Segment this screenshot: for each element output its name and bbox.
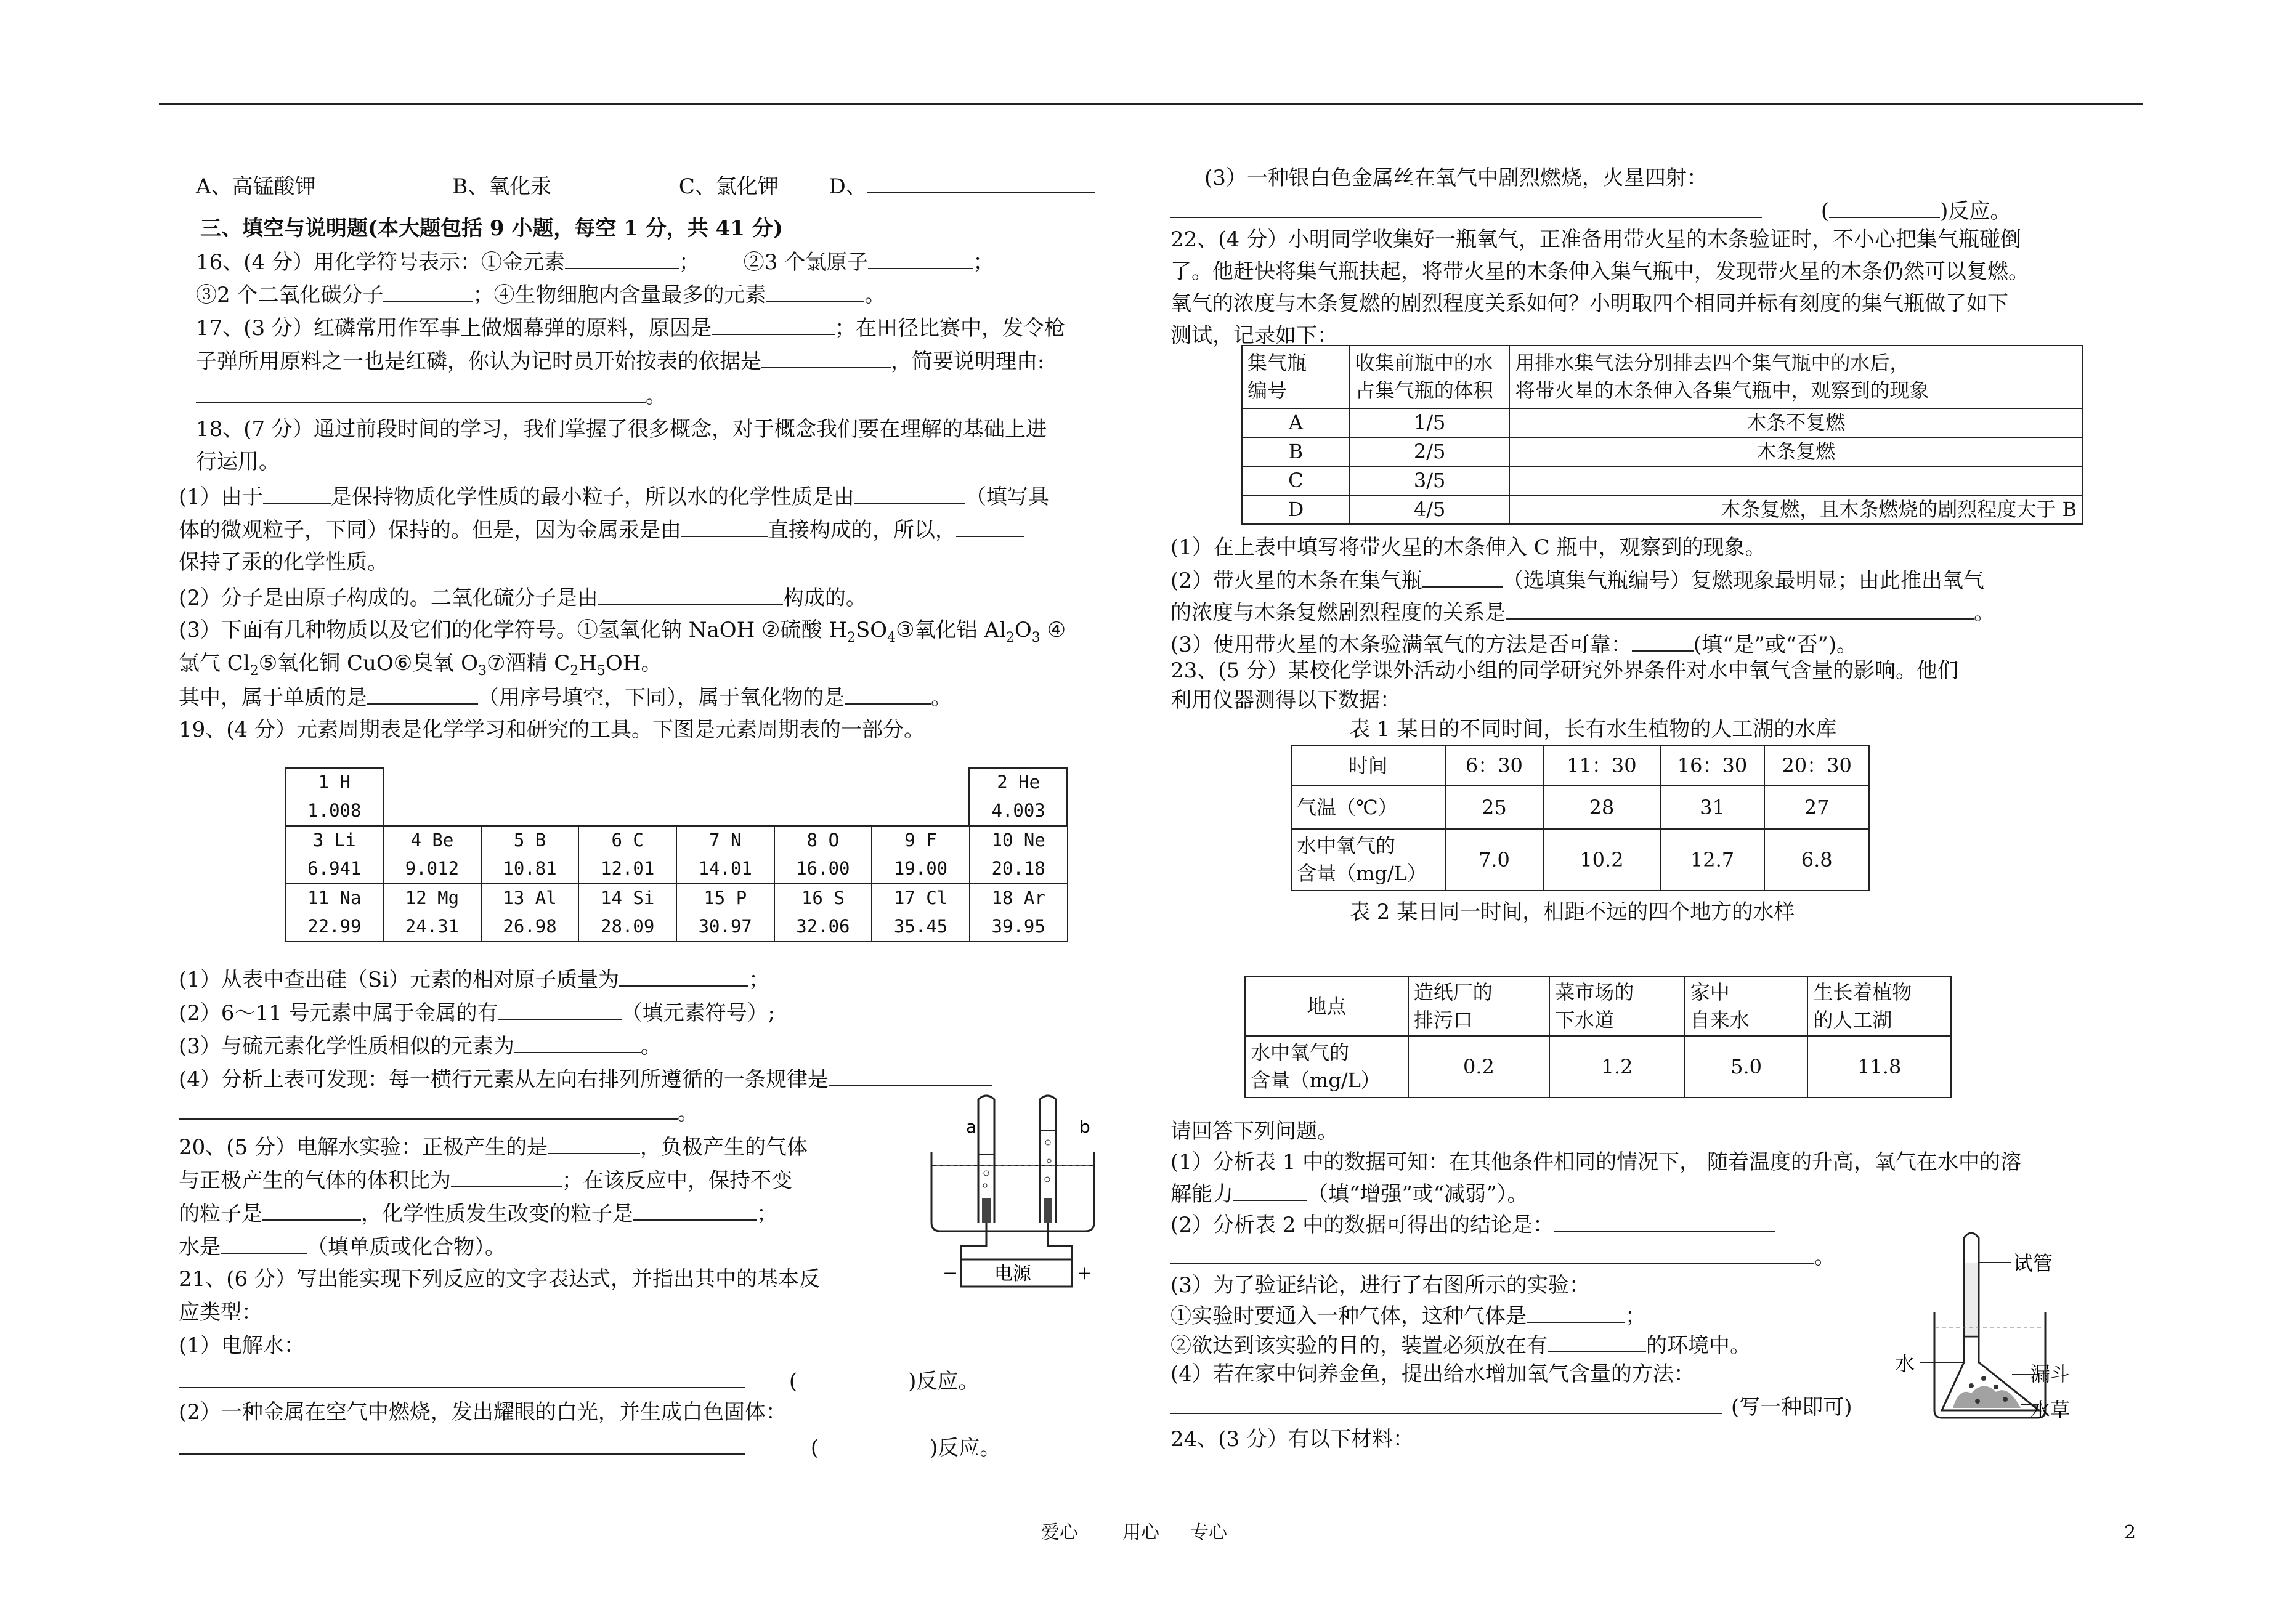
period3-masses <box>286 913 1068 942</box>
q22-line3: 氧气的浓度与木条复燃的剧烈程度关系如何？小明取四个相同并标有刻度的集气瓶做了如下 <box>1170 291 2008 316</box>
q18-line1: 18、(7 分）通过前段时间的学习，我们掌握了很多概念，对于概念我们要在理解的基础上进 <box>196 417 1047 442</box>
blank[interactable] <box>766 282 864 302</box>
section3-title: 三、填空与说明题(本大题包括 9 小题，每空 1 分，共 41 分) <box>200 216 783 241</box>
plus-sign: + <box>1077 1263 1093 1284</box>
power-label: 电源 <box>994 1263 1031 1285</box>
q22-line4: 测试，记录如下： <box>1170 323 1338 348</box>
q21-p2: (2）一种金属在空气中燃烧，发出耀眼的白光，并生成白色固体： <box>179 1400 787 1425</box>
blank[interactable] <box>179 1100 678 1120</box>
element-symbol: 3 Li <box>286 826 384 855</box>
header-rule <box>159 103 2143 105</box>
q22-p4: (3）使用带火星的木条验满氧气的方法是否可靠： (填“是”或“否”)。 <box>1170 633 1857 657</box>
blank[interactable] <box>868 249 973 269</box>
blank[interactable] <box>367 685 478 705</box>
q23-p3: (3）为了验证结论，进行了右图所示的实验： <box>1170 1273 1590 1298</box>
blank[interactable] <box>761 349 891 368</box>
label-funnel: 漏斗 <box>2030 1362 2071 1386</box>
q23-p1: (1）分析表 1 中的数据可知：在其他条件相同的情况下， 随着温度的升高，氧气在水中的溶 <box>1170 1150 2021 1174</box>
element-symbol: 7 N <box>676 826 774 855</box>
footer-motto-2: 用心 <box>1122 1522 1159 1543</box>
element-mass: 14.01 <box>676 855 774 884</box>
table1-lake-time: 时间 6：30 11：30 16：30 20：30 气温（℃） 25 28 31 27 水中氧气的 含量（mg/L） 7.0 10.2 12.7 6.8 <box>1291 745 1870 891</box>
element-mass: 26.98 <box>481 913 579 942</box>
element-mass: 20.18 <box>970 855 1068 884</box>
blank[interactable] <box>819 1436 930 1455</box>
q20-line2: 与正极产生的气体的体积比为 ；在该反应中，保持不变 <box>179 1168 792 1193</box>
q19-p3: (3）与硫元素化学性质相似的元素为 。 <box>179 1034 662 1059</box>
table-row: D 4/5 木条复燃，且木条燃烧的剧烈程度大于 B <box>1242 495 2082 524</box>
q20-line3: 的粒子是 ，化学性质发生改变的粒子是 ； <box>179 1202 777 1226</box>
element-mass: 35.45 <box>872 913 970 942</box>
blank[interactable] <box>854 484 965 504</box>
blank[interactable] <box>383 282 473 302</box>
aquatic-plant-apparatus-figure <box>1891 1226 2071 1429</box>
element-mass: 22.99 <box>286 913 384 942</box>
element-symbol: 12 Mg <box>383 884 481 913</box>
q23-line1: 23、(5 分）某校化学课外活动小组的同学研究外界条件对水中氧气含量的影响。他们 <box>1170 658 1958 683</box>
label-test-tube: 试管 <box>2013 1251 2053 1275</box>
q23-line2: 利用仪器测得以下数据： <box>1170 688 1401 713</box>
blank[interactable] <box>829 1067 992 1086</box>
element-he-symbol: 2 He <box>970 768 1068 797</box>
q21-line2: 应类型： <box>179 1300 262 1325</box>
minus-sign: − <box>943 1263 959 1284</box>
q20-line1: 20、(5 分）电解水实验：正极产生的是 ，负极产生的气体 <box>179 1135 808 1160</box>
q19-p2: (2）6～11 号元素中属于金属的有 （填元素符号）; <box>179 1001 776 1025</box>
blank[interactable] <box>196 383 646 403</box>
q15-options: A、高锰酸钾 B、氧化汞 C、氯化钾 D、 <box>196 174 1095 199</box>
q23-p3b: ②欲达到该实验的目的，装置必须放在有 的环境中。 <box>1170 1333 1751 1358</box>
electrolysis-apparatus-figure <box>918 1093 1103 1296</box>
element-symbol: 11 Na <box>286 884 384 913</box>
blank[interactable] <box>179 1435 745 1455</box>
q24-line1: 24、(3 分）有以下材料： <box>1170 1427 1414 1452</box>
element-symbol: 6 C <box>578 826 676 855</box>
label-a: a <box>966 1117 977 1137</box>
period2-symbols <box>286 826 1068 855</box>
blank[interactable] <box>1170 1244 1814 1264</box>
q19-p1: (1）从表中查出硅（Si）元素的相对原子质量为 ； <box>179 968 770 992</box>
element-symbol: 5 B <box>481 826 579 855</box>
q16-line2: ③2 个二氧化碳分子 ；④生物细胞内含量最多的元素 。 <box>196 283 886 307</box>
footer-motto-1: 爱心 <box>1041 1522 1078 1543</box>
table-row: B 2/5 木条复燃 <box>1242 437 2082 466</box>
blank[interactable] <box>263 484 331 504</box>
q21-p3-answer: ( )反应。 <box>1170 198 2011 224</box>
q23-ask: 请回答下列问题。 <box>1170 1119 1338 1144</box>
blank[interactable] <box>1829 198 1940 218</box>
blank[interactable] <box>1527 1303 1625 1323</box>
blank[interactable] <box>619 967 748 987</box>
footer-motto-3: 专心 <box>1190 1522 1227 1543</box>
table2-caption: 表 2 某日同一时间，相距不远的四个地方的水样 <box>1349 900 1795 924</box>
q18-line8: 氯气 $Cl_2⑤$氧化铜 CuO⑥臭氧 $O_3⑦$酒精 $C_2H_5OH$。 <box>179 651 662 679</box>
q18-line5: 保持了汞的化学性质。 <box>179 550 388 575</box>
q22-line2: 了。他赶快将集气瓶扶起，将带火星的木条伸入集气瓶中，发现带火星的木条仍然可以复燃。 <box>1170 259 2029 284</box>
q21-line1: 21、(6 分）写出能实现下列反应的文字表达式，并指出其中的基本反 <box>179 1267 820 1292</box>
element-symbol: 8 O <box>774 826 872 855</box>
element-symbol: 10 Ne <box>970 826 1068 855</box>
q23-p4-answer: (写一种即可) <box>1170 1394 1852 1420</box>
blank[interactable] <box>262 1201 361 1221</box>
blank[interactable] <box>797 1370 908 1388</box>
q15-blank[interactable] <box>867 174 1095 193</box>
element-mass: 32.06 <box>774 913 872 942</box>
blank[interactable] <box>1506 600 1974 620</box>
q21-p2-answer: ( )反应。 <box>179 1435 1000 1460</box>
blank[interactable] <box>548 1134 640 1154</box>
element-mass: 6.941 <box>286 855 384 884</box>
blank[interactable] <box>1422 568 1503 588</box>
element-mass: 9.012 <box>383 855 481 884</box>
element-mass: 10.81 <box>481 855 579 884</box>
q21-p3: (3）一种银白色金属丝在氧气中剧烈燃烧，火星四射： <box>1204 166 1708 190</box>
element-symbol: 17 Cl <box>872 884 970 913</box>
label-water: 水 <box>1895 1352 1915 1375</box>
table2-water-samples: 地点 造纸厂的 排污口 菜市场的 下水道 家中 自来水 生长着植物 的人工湖 水中氧气的 含量（mg/L） 0.2 1.2 5.0 11.8 <box>1244 976 1952 1098</box>
element-h-symbol: 1 H <box>286 768 384 797</box>
q18-line4: 体的微观粒子，下同）保持的。但是，因为金属汞是由 直接构成的，所以， <box>179 517 1024 543</box>
table1-caption: 表 1 某日的不同时间，长有水生植物的人工湖的水库 <box>1349 717 1837 742</box>
element-mass: 28.09 <box>578 913 676 942</box>
element-symbol: 9 F <box>872 826 970 855</box>
element-mass: 39.95 <box>970 913 1068 942</box>
q17-line3: 。 <box>196 383 667 408</box>
element-h-mass: 1.008 <box>286 797 384 826</box>
blank[interactable] <box>1632 632 1694 652</box>
element-symbol: 14 Si <box>578 884 676 913</box>
q18-line9: 其中，属于单质的是 （用序号填空，下同），属于氧化物的是 。 <box>179 685 952 710</box>
blank[interactable] <box>514 1033 641 1053</box>
element-mass: 30.97 <box>676 913 774 942</box>
period3-symbols <box>286 884 1068 913</box>
q23-p2-answer: 。 <box>1170 1244 1835 1269</box>
blank[interactable] <box>681 517 768 537</box>
q21-p1: (1）电解水： <box>179 1333 305 1358</box>
blank[interactable] <box>1554 1212 1775 1232</box>
q22-p1: (1）在上表中填写将带火星的木条伸入 C 瓶中，观察到的现象。 <box>1170 535 1766 560</box>
q20-line4: 水是 （填单质或化合物）。 <box>179 1235 506 1259</box>
blank[interactable] <box>712 315 835 335</box>
element-mass: 24.31 <box>383 913 481 942</box>
table-row: C 3/5 <box>1242 466 2082 495</box>
q18-line3: (1）由于 是保持物质化学性质的最小粒子，所以水的化学性质是由 （填写具 <box>179 485 1049 509</box>
label-water-weed: 水草 <box>2030 1398 2071 1421</box>
q21-p1-answer: ( )反应。 <box>179 1368 979 1394</box>
element-mass: 12.01 <box>578 855 676 884</box>
blank[interactable] <box>1170 1394 1722 1414</box>
element-symbol: 13 Al <box>481 884 579 913</box>
gas-bottle-table: 集气瓶 编号 收集前瓶中的水 占集气瓶的体积 用排水集气法分别排去四个集气瓶中的水后， 将带火星的木条伸入各集气瓶中，观察到的现象 A 1/5 木条不复燃 B 2/5 木条复燃 C 3/5 D 4/5 木条复燃，且木条燃烧的剧烈程度大于 B <box>1241 345 2083 525</box>
element-symbol: 18 Ar <box>970 884 1068 913</box>
blank[interactable] <box>179 1368 745 1388</box>
element-symbol: 16 S <box>774 884 872 913</box>
blank[interactable] <box>1548 1333 1646 1352</box>
blank[interactable] <box>221 1234 307 1254</box>
blank[interactable] <box>451 1168 562 1187</box>
q22-line1: 22、(4 分）小明同学收集好一瓶氧气，正准备用带火星的木条验证时，不小心把集气瓶碰倒 <box>1170 227 2021 252</box>
periodic-table <box>285 767 1068 942</box>
blank[interactable] <box>498 1000 622 1020</box>
q18-line7: (3）下面有几种物质以及它们的化学符号。①氢氧化钠 NaOH ②硫酸 $H_2SO_4③$氧化铝 $Al_2O_3$ ④ <box>179 618 1066 645</box>
element-he-mass: 4.003 <box>970 797 1068 826</box>
q17-line2: 子弹所用原料之一也是红磷，你认为记时员开始按表的依据是 ，简要说明理由: <box>196 349 1045 374</box>
blank[interactable] <box>633 1201 757 1221</box>
blank[interactable] <box>565 249 679 269</box>
element-mass: 16.00 <box>774 855 872 884</box>
q23-p4: (4）若在家中饲养金鱼，提出给水增加氧气含量的方法： <box>1170 1362 1695 1386</box>
table-row: A 1/5 木条不复燃 <box>1242 408 2082 437</box>
q23-p1b: 解能力 （填“增强”或“减弱”）。 <box>1170 1182 1528 1207</box>
q19-p4: (4）分析上表可发现：每一横行元素从左向右排列所遵循的一条规律是 <box>179 1067 992 1092</box>
element-symbol: 4 Be <box>383 826 481 855</box>
blank[interactable] <box>956 517 1024 537</box>
q16-line1: 16、(4 分）用化学符号表示：①金元素 ； ②3 个氯原子 ； <box>196 250 994 275</box>
element-mass: 19.00 <box>872 855 970 884</box>
blank[interactable] <box>845 685 931 705</box>
q17-line1: 17、(3 分）红磷常用作军事上做烟幕弹的原料，原因是 ；在田径比赛中，发令枪 <box>196 316 1065 341</box>
q23-p2: (2）分析表 2 中的数据可得出的结论是： <box>1170 1212 1775 1237</box>
period2-masses <box>286 855 1068 884</box>
q18-line2: 行运用。 <box>196 450 280 474</box>
element-symbol: 15 P <box>676 884 774 913</box>
page-number: 2 <box>2124 1522 2136 1543</box>
blank[interactable] <box>598 585 783 605</box>
q23-p3a: ①实验时要通入一种气体，这种气体是 ； <box>1170 1304 1646 1328</box>
q22-p2: (2）带火星的木条在集气瓶 （选填集气瓶编号）复燃现象最明显；由此推出氧气 <box>1170 568 1984 593</box>
blank[interactable] <box>1233 1181 1307 1201</box>
q19-intro: 19、(4 分）元素周期表是化学学习和研究的工具。下图是元素周期表的一部分。 <box>179 718 925 742</box>
blank[interactable] <box>1170 198 1762 218</box>
q22-p3: 的浓度与木条复燃剧烈程度的关系是 。 <box>1170 600 1995 625</box>
label-b: b <box>1079 1117 1090 1137</box>
q18-line6: (2）分子是由原子构成的。二氧化硫分子是由 构成的。 <box>179 586 867 610</box>
q19-p5: 。 <box>179 1100 699 1125</box>
